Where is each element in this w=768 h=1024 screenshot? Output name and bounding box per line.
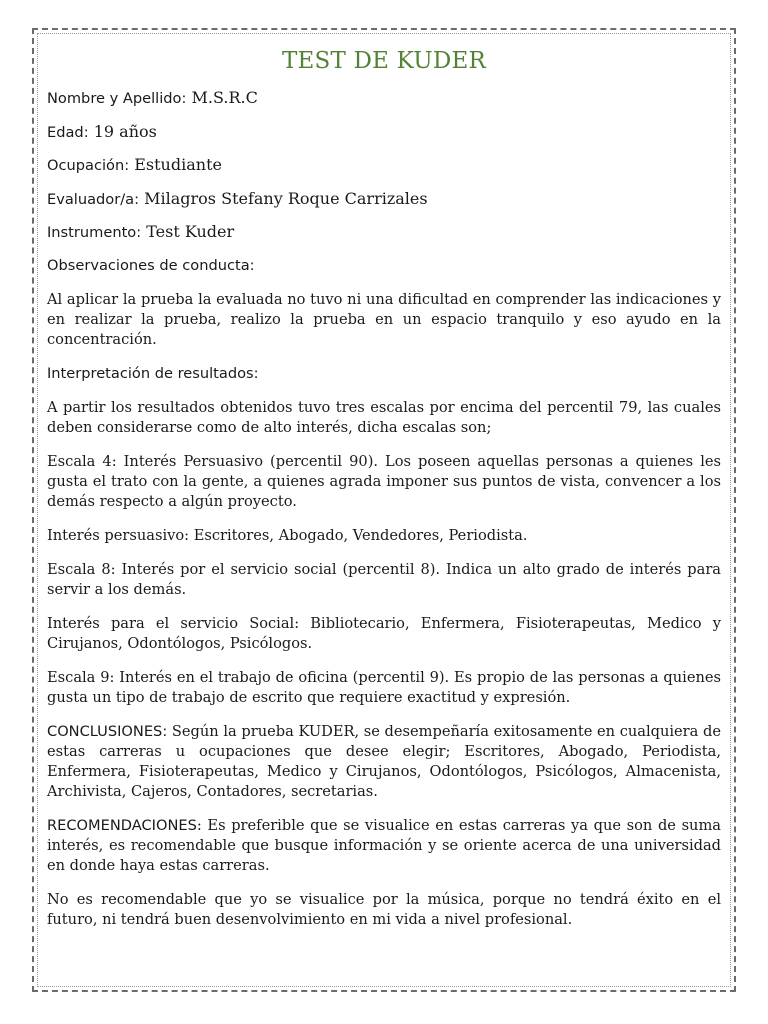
- instrument-value: Test Kuder: [146, 222, 235, 241]
- evaluator-label: Evaluador/a:: [47, 190, 140, 208]
- interpretation-heading-text: Interpretación de resultados:: [47, 364, 259, 382]
- age-field: [47, 122, 721, 141]
- document-title: TEST DE KUDER: [282, 48, 486, 74]
- recommendations-paragraph: [47, 816, 721, 876]
- recommendations-text: : Es preferible que se visualice en estas carreras ya que son de suma interés, es recomendable que busque información y se oriente acerca de una universidad en donde haya estas carreras.: [47, 816, 721, 874]
- evaluator-value: Milagros Stefany Roque Carrizales: [144, 188, 428, 208]
- name-field: [47, 88, 721, 107]
- document-body: [47, 48, 721, 944]
- scale-9-paragraph: Escala 9: Interés en el trabajo de oficina (percentil 9). Es propio de las personas a quienes gusta un tipo de trabajo de escrito que requiere exactitud y expresión.: [47, 668, 721, 706]
- conclusions-label: CONCLUSIONES:: [47, 722, 168, 740]
- scale-4-careers-paragraph: Interés persuasivo: Escritores, Abogado, Vendedores, Periodista.: [47, 526, 528, 544]
- observations-heading-text: Observaciones de conducta:: [47, 256, 255, 274]
- interpretation-heading: [47, 364, 721, 384]
- scale-8-careers-paragraph: Interés para el servicio Social: Bibliotecario, Enfermera, Fisioterapeutas, Medico y Cirujanos, Odontólogos, Psicólogos.: [47, 614, 721, 652]
- interpretation-intro-paragraph: A partir los resultados obtenidos tuvo tres escalas por encima del percentil 79, las cuales deben considerarse como de alto interés, dicha escalas son;: [47, 398, 721, 436]
- occupation-label: Ocupación:: [47, 157, 130, 174]
- observations-heading: [47, 256, 721, 276]
- instrument-field: [47, 222, 721, 241]
- scale-4-paragraph: Escala 4: Interés Persuasivo (percentil 90). Los poseen aquellas personas a quienes les gusta el trato con la gente, a quienes agrada imponer sus puntos de vista, convencer a los demás respecto a algún proyecto.: [47, 452, 721, 510]
- age-label: Edad:: [47, 123, 89, 141]
- conclusions-text: Según la prueba KUDER, se desempeñaría exitosamente en cualquiera de estas carreras u ocupaciones que desee elegir; Escritores, Abogado, Periodista, Enfermera, Fisioterapeutas, Medico y Cirujanos, Odontólogos, Psicólogos, Almacenista, Archivista, Cajeros, Contadores, secretarias.: [47, 722, 721, 800]
- evaluator-field: [47, 189, 721, 208]
- final-note-paragraph: No es recomendable que yo se visualice por la música, porque no tendrá éxito en el futuro, ni tendrá buen desenvolvimiento en mi vida a nivel profesional.: [47, 890, 721, 928]
- occupation-value: Estudiante: [134, 155, 222, 174]
- occupation-field: [47, 155, 721, 174]
- conclusions-paragraph: [47, 722, 721, 802]
- name-value: M.S.R.C: [191, 88, 258, 107]
- observations-paragraph: Al aplicar la prueba la evaluada no tuvo ni una dificultad en comprender las indicaciones y en realizar la prueba, realizo la prueba en un espacio tranquilo y eso ayudo en la concentración.: [47, 290, 721, 348]
- scale-8-paragraph: Escala 8: Interés por el servicio social (percentil 8). Indica un alto grado de interés para servir a los demás.: [47, 560, 721, 598]
- recommendations-label: RECOMENDACIONES: [47, 816, 197, 834]
- instrument-label: Instrumento:: [47, 224, 142, 241]
- name-label: Nombre y Apellido:: [47, 90, 187, 107]
- age-value: 19 años: [93, 121, 157, 141]
